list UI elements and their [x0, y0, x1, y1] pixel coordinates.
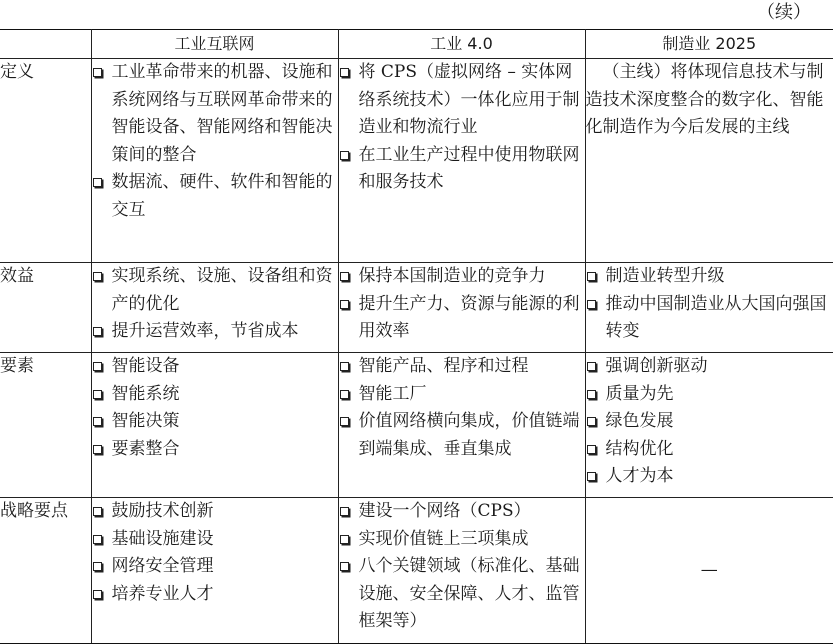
header-corner	[0, 30, 91, 59]
comparison-table	[0, 29, 833, 644]
list-item: 提升运营效率，节省成本	[92, 318, 338, 346]
cell-benefits-industry-4	[338, 263, 585, 353]
checkbox-icon	[587, 445, 596, 454]
checkbox-icon	[587, 472, 596, 481]
cell-elements-industry-4	[338, 353, 585, 498]
table-header-row	[0, 30, 833, 59]
cell-strategy-made-in-china	[585, 498, 833, 644]
list-item: 强调创新驱动	[586, 353, 833, 381]
checkbox-icon	[93, 272, 102, 281]
empty-dash: —	[701, 560, 718, 580]
table-row-strategic-points	[0, 498, 833, 644]
list-item: 人才为本	[586, 463, 833, 491]
list-item: 结构优化	[586, 436, 833, 464]
list-item: 提升生产力、资源与能源的利用效率	[339, 291, 585, 346]
checkbox-icon	[340, 272, 349, 281]
row-label-elements: 要素	[0, 353, 91, 498]
checkbox-icon	[93, 562, 102, 571]
list-item: 智能工厂	[339, 381, 585, 409]
list-item: 智能决策	[92, 408, 338, 436]
list-item: 推动中国制造业从大国向强国转变	[586, 291, 833, 346]
checkbox-icon	[340, 390, 349, 399]
row-label-definition: 定义	[0, 59, 91, 263]
header-made-in-china-2025: 制造业 2025	[585, 30, 833, 59]
list-item: 数据流、硬件、软件和智能的交互	[92, 169, 338, 224]
list-item: 培养专业人才	[92, 581, 338, 609]
definition-text: （主线）将体现信息技术与制造技术深度整合的数字化、智能化制造作为今后发展的主线	[586, 59, 833, 142]
checkbox-icon	[93, 327, 102, 336]
checkbox-icon	[587, 390, 596, 399]
row-label-benefits: 效益	[0, 263, 91, 353]
header-industry-4: 工业 4.0	[338, 30, 585, 59]
list-item: 在工业生产过程中使用物联网和服务技术	[339, 142, 585, 197]
checkbox-icon	[93, 390, 102, 399]
list-item: 将 CPS（虚拟网络 – 实体网络系统技术）一体化应用于制造业和物流行业	[339, 59, 585, 142]
list-item: 智能系统	[92, 381, 338, 409]
checkbox-icon	[340, 68, 349, 77]
cell-definition-industry-4	[338, 59, 585, 263]
checkbox-icon	[93, 535, 102, 544]
table-row-elements	[0, 353, 833, 498]
row-label-strategic-points: 战略要点	[0, 498, 91, 644]
cell-elements-made-in-china	[585, 353, 833, 498]
list-item: 八个关键领域（标准化、基础设施、安全保障、人才、监管框架等）	[339, 553, 585, 636]
checkbox-icon	[587, 417, 596, 426]
cell-elements-industrial-internet	[91, 353, 338, 498]
cell-definition-industrial-internet	[91, 59, 338, 263]
list-item: 要素整合	[92, 436, 338, 464]
list-item: 工业革命带来的机器、设施和系统网络与互联网革命带来的智能设备、智能网络和智能决策间的整合	[92, 59, 338, 169]
list-item: 智能设备	[92, 353, 338, 381]
checkbox-icon	[93, 417, 102, 426]
list-item: 价值网络横向集成，价值链端到端集成、垂直集成	[339, 408, 585, 463]
list-item: 基础设施建设	[92, 526, 338, 554]
list-item: 网络安全管理	[92, 553, 338, 581]
checkbox-icon	[340, 417, 349, 426]
cell-benefits-made-in-china	[585, 263, 833, 353]
header-industrial-internet: 工业互联网	[91, 30, 338, 59]
checkbox-icon	[93, 445, 102, 454]
list-item: 制造业转型升级	[586, 263, 833, 291]
continued-label: （续）	[757, 0, 811, 26]
list-item: 鼓励技术创新	[92, 498, 338, 526]
checkbox-icon	[587, 362, 596, 371]
checkbox-icon	[340, 151, 349, 160]
checkbox-icon	[93, 507, 102, 516]
checkbox-icon	[93, 178, 102, 187]
list-item: 建设一个网络（CPS）	[339, 498, 585, 526]
checkbox-icon	[93, 68, 102, 77]
list-item: 智能产品、程序和过程	[339, 353, 585, 381]
list-item: 保持本国制造业的竞争力	[339, 263, 585, 291]
checkbox-icon	[93, 590, 102, 599]
checkbox-icon	[587, 272, 596, 281]
table-row-definition	[0, 59, 833, 263]
checkbox-icon	[340, 535, 349, 544]
checkbox-icon	[340, 562, 349, 571]
list-item: 实现价值链上三项集成	[339, 526, 585, 554]
list-item: 实现系统、设施、设备组和资产的优化	[92, 263, 338, 318]
cell-definition-made-in-china	[585, 59, 833, 263]
table-row-benefits	[0, 263, 833, 353]
cell-benefits-industrial-internet	[91, 263, 338, 353]
cell-strategy-industrial-internet	[91, 498, 338, 644]
checkbox-icon	[93, 362, 102, 371]
list-item: 绿色发展	[586, 408, 833, 436]
cell-strategy-industry-4	[338, 498, 585, 644]
checkbox-icon	[340, 507, 349, 516]
list-item: 质量为先	[586, 381, 833, 409]
checkbox-icon	[340, 300, 349, 309]
checkbox-icon	[340, 362, 349, 371]
checkbox-icon	[587, 300, 596, 309]
